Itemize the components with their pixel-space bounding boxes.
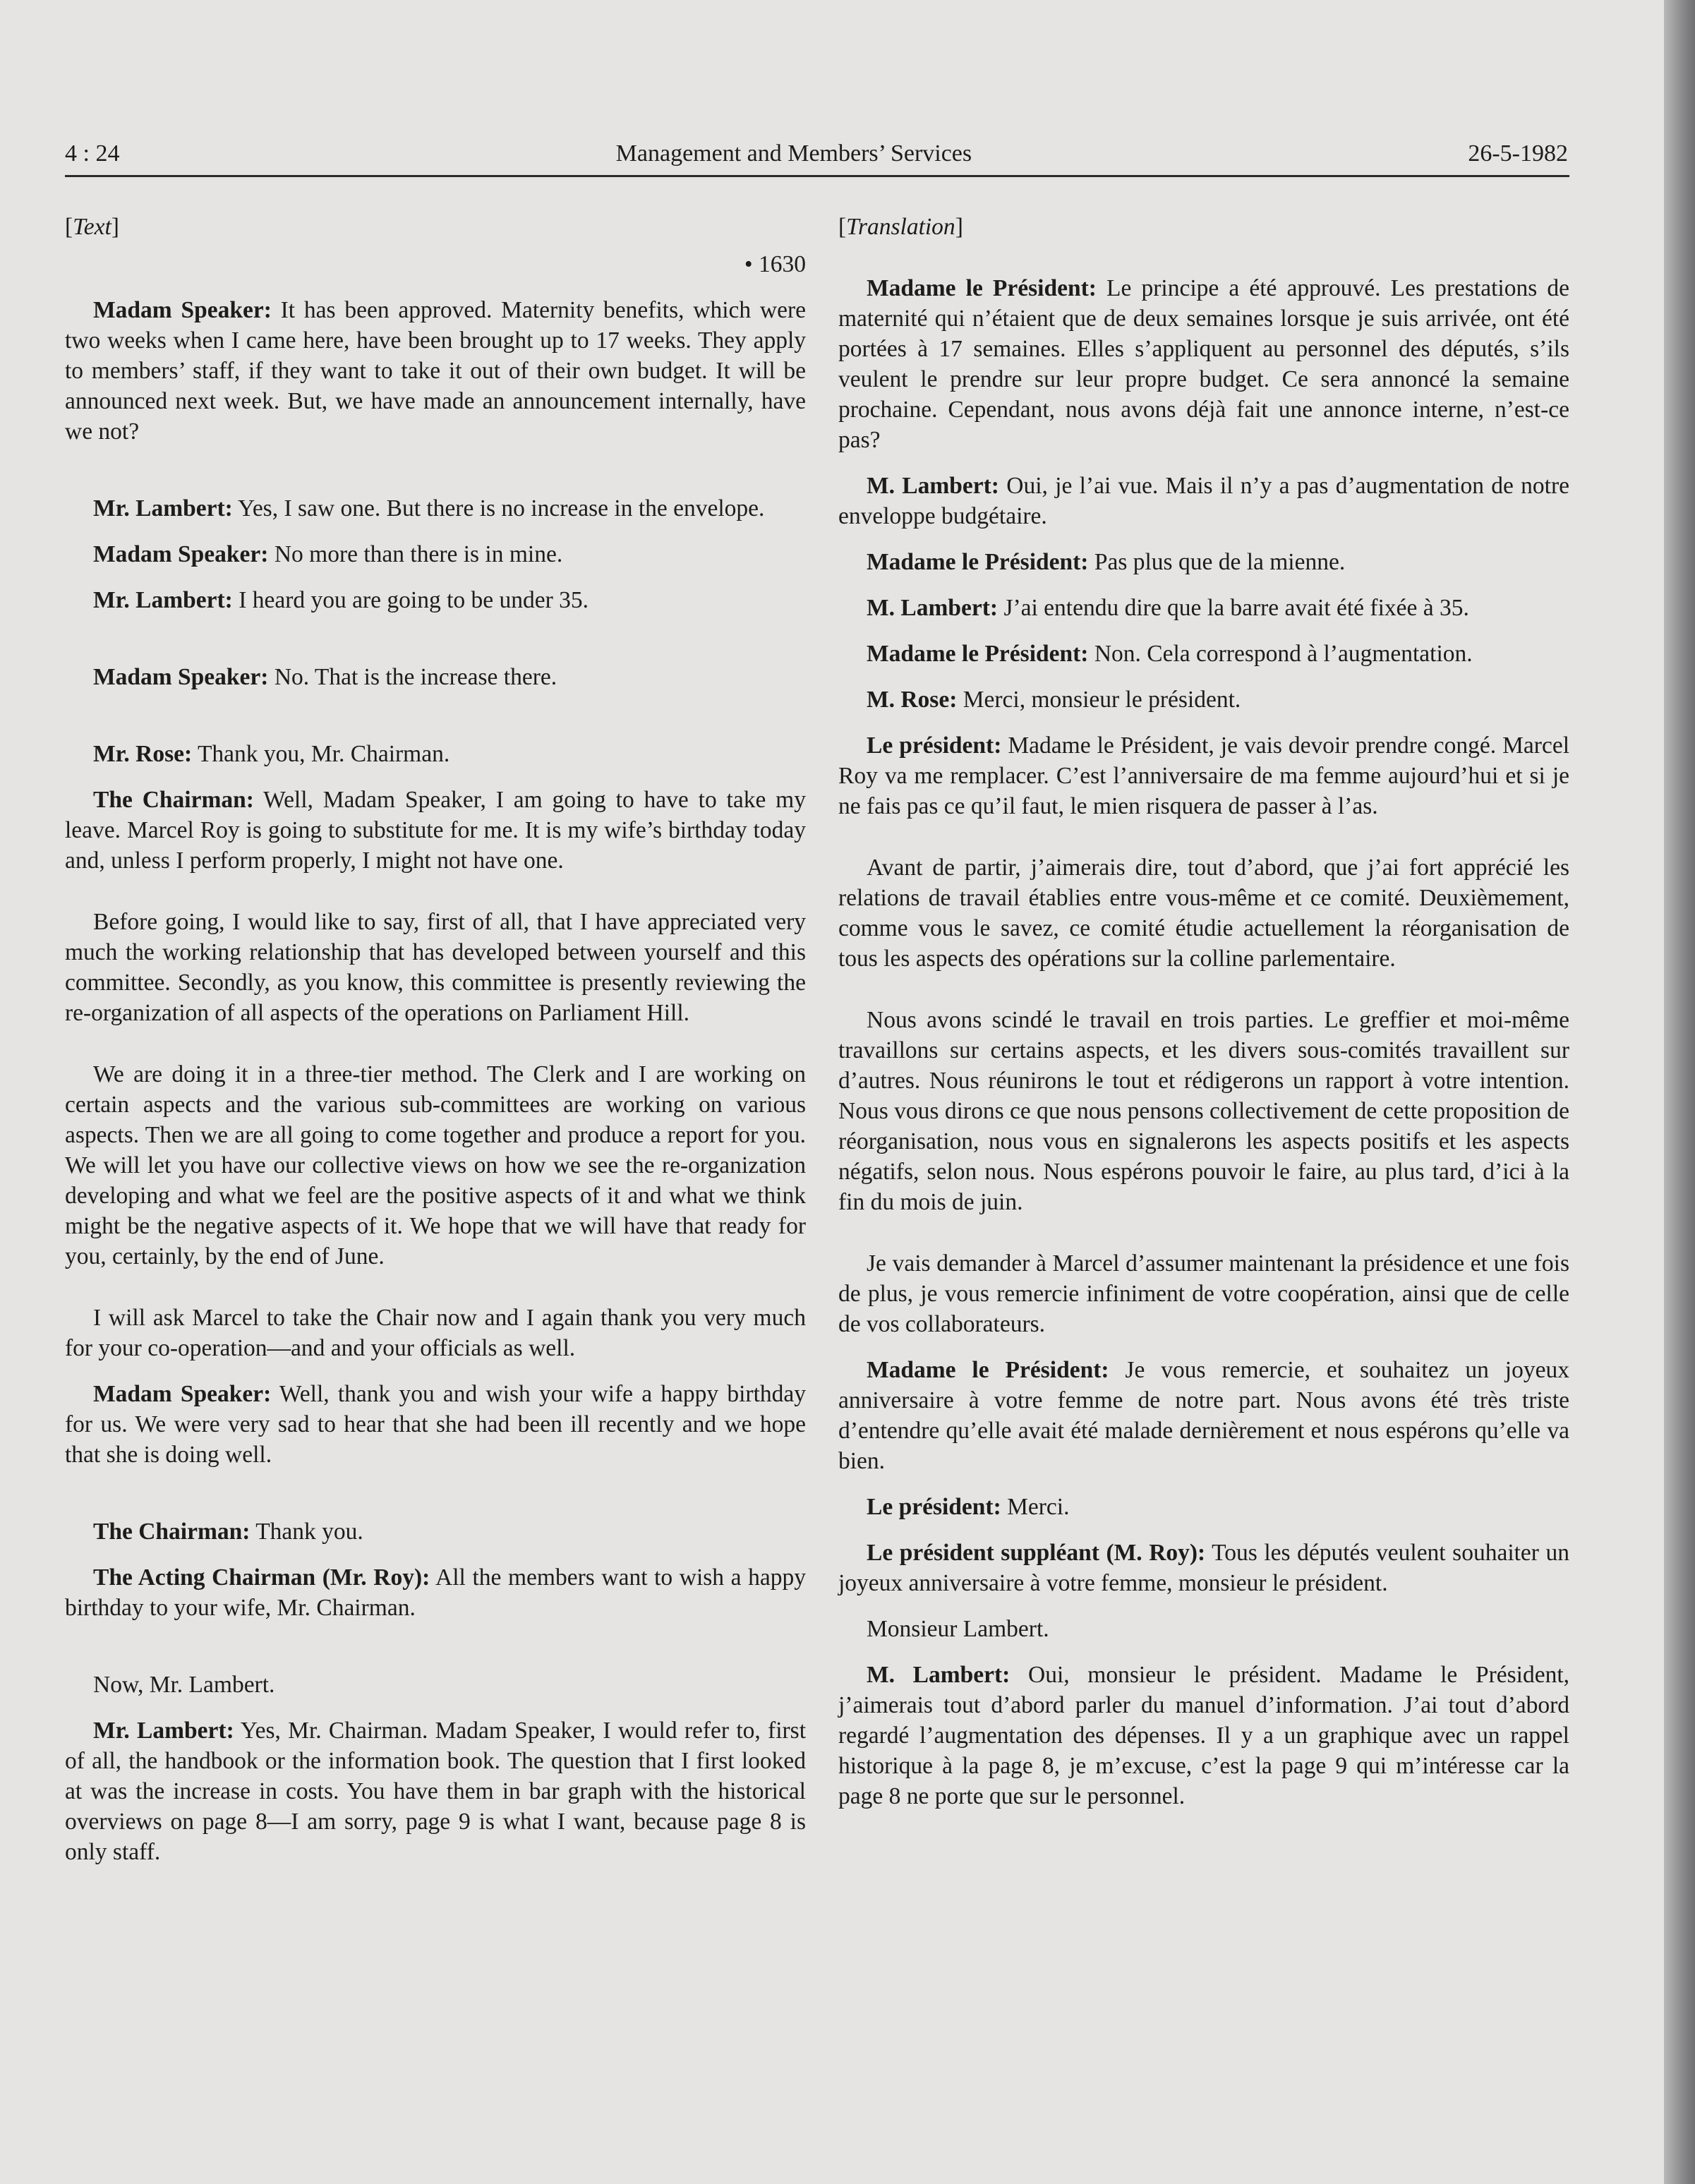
- transcript-paragraph: [838, 730, 1569, 821]
- speaker-name: M. Lambert:: [867, 595, 999, 621]
- speech-text: Merci.: [1001, 1494, 1070, 1520]
- speech-text: Je vous remercie, et souhaitez un joyeux anniversaire à votre femme de notre part. Nous avons été très triste d’entendre qu’elle avait été malade dernièrement et nous espérons qu’elle va bien.: [838, 1357, 1569, 1474]
- transcript-paragraph: [65, 1303, 806, 1363]
- speech-text: We are doing it in a three-tier method. The Clerk and I are working on certain aspects and the various sub-committees are working on various aspects. Then we are all going to come together and produce a report for you. We will let you have our collective views on how we see the re-organization developing and what we feel are the positive aspects of it and what we think might be the negative aspects of it. We hope that we will have that ready for you, certainly, by the end of June.: [65, 1061, 806, 1269]
- speaker-name: M. Rose:: [867, 687, 958, 713]
- speech-text: Yes, I saw one. But there is no increase in the envelope.: [232, 495, 765, 521]
- transcript-paragraph: [838, 1660, 1569, 1811]
- speech-text: I will ask Marcel to take the Chair now and I again thank you very much for your co-operation—and and your officials as well.: [65, 1305, 806, 1361]
- speaker-name: M. Lambert:: [867, 1662, 1011, 1688]
- speech-text: Well, Madam Speaker, I am going to have to take my leave. Marcel Roy is going to substitute for me. It is my wife’s birthday today and, unless I perform properly, I might not have one.: [65, 787, 806, 874]
- transcript-paragraph: [65, 1670, 806, 1700]
- transcript-paragraph: [838, 593, 1569, 623]
- running-header: [65, 138, 1568, 169]
- transcript-paragraph: [838, 471, 1569, 531]
- speaker-name: M. Lambert:: [867, 473, 999, 499]
- transcript-paragraph: [65, 585, 806, 615]
- transcript-paragraph: [65, 662, 806, 692]
- speech-text: Avant de partir, j’aimerais dire, tout d’abord, que j’ai fort apprécié les relations de travail établies entre vous-même et ce comité. Deuxièmement, comme vous le savez, ce comité étudie actuellement la réorganisation de tous les aspects des opérations sur la colline parlementaire.: [838, 855, 1569, 972]
- transcript-paragraph: [838, 1005, 1569, 1217]
- speech-text: It has been approved. Maternity benefits, which were two weeks when I came here, have been brought up to 17 weeks. They apply to members’ staff, if they want to take it out of their own budget. It will be announced next week. But, we have made an announcement internally, have we not?: [65, 297, 807, 445]
- speech-text: J’ai entendu dire que la barre avait été fixée à 35.: [998, 595, 1469, 621]
- speaker-name: Mr. Lambert:: [93, 495, 233, 521]
- transcript-paragraph: [65, 785, 806, 876]
- speaker-name: Le président:: [867, 732, 1002, 759]
- french-transcript: [838, 273, 1569, 1811]
- publication-title: Management and Members’ Services: [615, 140, 972, 167]
- speech-text: Pas plus que de la mienne.: [1088, 549, 1346, 575]
- speech-text: No. That is the increase there.: [268, 664, 557, 690]
- transcript-paragraph: [65, 295, 806, 447]
- speech-text: Merci, monsieur le président.: [957, 687, 1241, 713]
- speech-text: Oui, je l’ai vue. Mais il n’y a pas d’augmentation de notre enveloppe budgétaire.: [838, 473, 1569, 529]
- speaker-name: Madame le Président:: [867, 549, 1089, 575]
- transcript-paragraph: [65, 1516, 806, 1547]
- transcript-paragraph: [65, 739, 806, 769]
- speaker-name: Madam Speaker:: [93, 1381, 272, 1407]
- speaker-name: Mr. Lambert:: [93, 587, 233, 613]
- transcript-paragraph: [838, 273, 1569, 455]
- transcript-paragraph: [838, 639, 1569, 669]
- english-column: [65, 212, 806, 1867]
- transcript-paragraph: [65, 907, 806, 1028]
- transcript-paragraph: [65, 1715, 806, 1867]
- translation-tag: [Translation]: [838, 214, 963, 240]
- speaker-name: Madam Speaker:: [93, 541, 269, 567]
- speech-text: Je vais demander à Marcel d’assumer maintenant la présidence et une fois de plus, je vous remercie infiniment de votre coopération, ainsi que de celle de vos collaborateurs.: [838, 1250, 1569, 1337]
- speaker-name: The Chairman:: [93, 787, 254, 813]
- speech-text: Oui, monsieur le président. Madame le Président, j’aimerais tout d’abord parler du manuel d’information. J’ai tout d’abord regardé l’augmentation des dépenses. Il y a un graphique avec un rappel historique à la page 8, je m’excuse, c’est la page 9 qui m’intéresse car la page 8 ne porte que sur le personnel.: [838, 1662, 1569, 1809]
- speaker-name: Le président:: [867, 1494, 1001, 1520]
- speaker-name: Mr. Rose:: [93, 741, 193, 767]
- speech-text: Le principe a été approuvé. Les prestations de maternité qui n’étaient que de deux semaines lorsque je suis arrivée, ont été portées à 17 semaines. Elles s’appliquent au personnel des députés, s’ils veulent le prendre sur leur propre budget. Ce sera annoncé la semaine prochaine. Cependant, nous avons déjà fait une annonce interne, n’est-ce pas?: [838, 275, 1569, 453]
- transcript-paragraph: [65, 493, 806, 524]
- speaker-name: The Chairman:: [93, 1519, 251, 1545]
- speaker-name: Le président suppléant (M. Roy):: [867, 1540, 1206, 1566]
- transcript-paragraph: [838, 1492, 1569, 1522]
- page-edge: [1664, 0, 1695, 2184]
- english-transcript: [65, 295, 806, 1867]
- french-column: [838, 212, 1569, 1811]
- header-rule: [65, 175, 1569, 177]
- speech-text: Thank you.: [250, 1519, 363, 1545]
- speaker-name: Madame le Président:: [867, 1357, 1109, 1383]
- speech-text: No more than there is in mine.: [268, 541, 563, 567]
- transcript-paragraph: [838, 1355, 1569, 1476]
- speech-text: Nous avons scindé le travail en trois parties. Le greffier et moi-même travaillons sur certains aspects, et les divers sous-comités travaillent sur d’autres. Nous réunirons le tout et rédigerons un rapport à votre intention. Nous vous dirons ce que nous pensons collectivement de cette proposition de réorganisation, nous vous en signalerons les aspects positifs et les aspects négatifs, selon nous. Nous espérons pouvoir le faire, au plus tard, d’ici à la fin du mois de juin.: [838, 1007, 1569, 1215]
- transcript-paragraph: [838, 1614, 1569, 1644]
- transcript-paragraph: [65, 1379, 806, 1470]
- speech-text: Now, Mr. Lambert.: [93, 1672, 275, 1698]
- transcript-paragraph: [65, 1562, 806, 1623]
- text-tag: [Text]: [65, 214, 119, 240]
- page-number: 4 : 24: [65, 140, 120, 167]
- speech-text: Madame le Président, je vais devoir prendre congé. Marcel Roy va me remplacer. C’est l’anniversaire de ma femme aujourd’hui et si je ne fais pas ce qu’il faut, le mien risquera de passer à l’as.: [838, 732, 1570, 819]
- speech-text: Non. Cela correspond à l’augmentation.: [1088, 641, 1473, 667]
- speech-text: I heard you are going to be under 35.: [232, 587, 589, 613]
- speaker-name: Madam Speaker:: [93, 664, 269, 690]
- transcript-paragraph: [838, 684, 1569, 715]
- speech-text: Tous les députés veulent souhaiter un joyeux anniversaire à votre femme, monsieur le président.: [838, 1540, 1570, 1596]
- speech-text: Before going, I would like to say, first of all, that I have appreciated very much the working relationship that has developed between yourself and this committee. Secondly, as you know, this committee is presently reviewing the re-organization of all aspects of the operations on Parliament Hill.: [65, 909, 806, 1026]
- transcript-paragraph: [838, 547, 1569, 577]
- speech-text: Thank you, Mr. Chairman.: [192, 741, 450, 767]
- speaker-name: The Acting Chairman (Mr. Roy):: [93, 1564, 430, 1591]
- speaker-name: Madame le Président:: [867, 275, 1097, 301]
- transcript-paragraph: [838, 1538, 1569, 1598]
- transcript-paragraph: [65, 1059, 806, 1272]
- header-date: 26-5-1982: [1468, 140, 1568, 167]
- speaker-name: Madam Speaker:: [93, 297, 272, 323]
- speech-text: Yes, Mr. Chairman. Madam Speaker, I would refer to, first of all, the handbook or the information book. The question that I first looked at was the increase in costs. You have them in bar graph with the historical overviews on page 8—I am sorry, page 9 is what I want, because page 8 is only staff.: [65, 1718, 807, 1865]
- speaker-name: Mr. Lambert:: [93, 1718, 234, 1744]
- time-marker: • 1630: [744, 251, 806, 277]
- speech-text: All the members want to wish a happy birthday to your wife, Mr. Chairman.: [65, 1564, 806, 1621]
- transcript-paragraph: [838, 1248, 1569, 1339]
- speech-text: Monsieur Lambert.: [867, 1616, 1049, 1642]
- speech-text: Well, thank you and wish your wife a happy birthday for us. We were very sad to hear that she had been ill recently and we hope that she is doing well.: [65, 1381, 806, 1468]
- transcript-paragraph: [838, 852, 1569, 974]
- speaker-name: Madame le Président:: [867, 641, 1089, 667]
- transcript-paragraph: [65, 539, 806, 569]
